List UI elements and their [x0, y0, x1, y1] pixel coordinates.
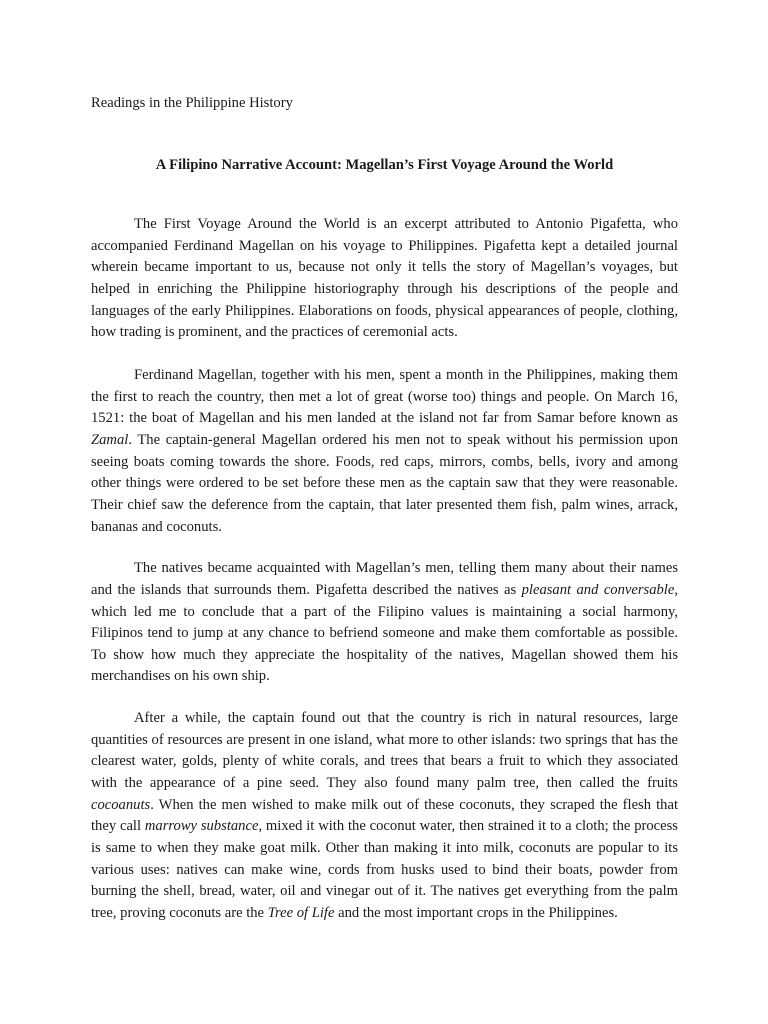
paragraph-3 — [91, 558, 678, 688]
document-title: A Filipino Narrative Account: Magellan’s First Voyage Around the World — [155, 157, 614, 173]
italic-term-marrowy-substance: marrowy substance — [144, 818, 259, 835]
paragraph-2 — [91, 365, 678, 538]
paragraph-text: . When the men wished to make milk out of these coconuts, they scraped the flesh that they call — [91, 796, 678, 835]
paragraph-text: The First Voyage Around the World is an excerpt attributed to Antonio Pigafetta, who accompanied Ferdinand Magellan on his voyage to Philippines. Pigafetta kept a detailed journal wherein became important to us, because not only it tells the story of Magellan’s voyages, but helped in enriching the Philippine historiography through his descriptions of the people and languages of the early Philippines. Elaborations on foods, physical appearances of people, clothing, how trading is prominent, and the practices of ceremonial acts. — [91, 216, 678, 341]
paragraph-4 — [91, 708, 678, 925]
paragraph-text: The natives became acquainted with Magellan’s men, telling them many about their names and the islands that surrounds them. Pigafetta described the natives as — [91, 560, 678, 598]
paragraph-text: After a while, the captain found out that the country is rich in natural resources, large quantities of resources are present in one island, what more to other islands: two springs that has the clearest water, golds, plenty of white corals, and trees that bears a fruit to which they associated with the appearance of a pine seed. They also found many palm tree, then called the fruits — [91, 710, 678, 792]
paragraph-text: , which led me to conclude that a part of the Filipino values is maintaining a social harmony, Filipinos tend to jump at any chance to befriend someone and make them comfortable as possible. To show how much they appreciate the hospitality of the natives, Magellan showed them his merchandises on his own ship. — [91, 581, 678, 685]
paragraph-text: , mixed it with the coconut water, then strained it to a cloth; the process is same to when they make goat milk. Other than making it into milk, coconuts are popular to its various uses: natives can make wine, cords from husks used to bind their boats, powder from burning the shell, bread, water, oil and vinegar out of it. The natives get everything from the palm tree, proving coconuts are the — [91, 818, 678, 922]
document-header: Readings in the Philippine History — [91, 95, 293, 111]
paragraph-text: and the most important crops in the Philippines. — [334, 905, 618, 922]
italic-term-pleasant-and-conversable: pleasant and conversable — [521, 581, 675, 598]
paragraph-1 — [91, 214, 678, 344]
document-body — [91, 214, 678, 946]
paragraph-text: . The captain-general Magellan ordered his men not to speak without his permission upon seeing boats coming towards the shore. Foods, red caps, mirrors, combs, bells, ivory and among other things were ordered to be set before these men as the captain saw that they were reasonable. Their chief saw the deference from the captain, that later presented them fish, palm wines, arrack, bananas and coconuts. — [91, 431, 678, 535]
italic-term-zamal: Zamal — [91, 431, 129, 448]
paragraph-text: Ferdinand Magellan, together with his men, spent a month in the Philippines, making them the first to reach the country, then met a lot of great (worse too) things and people. On March 16, 1521: the boat of Magellan and his men landed at the island not far from Samar before known as — [91, 366, 678, 427]
italic-term-cocoanuts: cocoanuts — [91, 796, 151, 813]
italic-term-tree-of-life: Tree of Life — [267, 905, 335, 922]
